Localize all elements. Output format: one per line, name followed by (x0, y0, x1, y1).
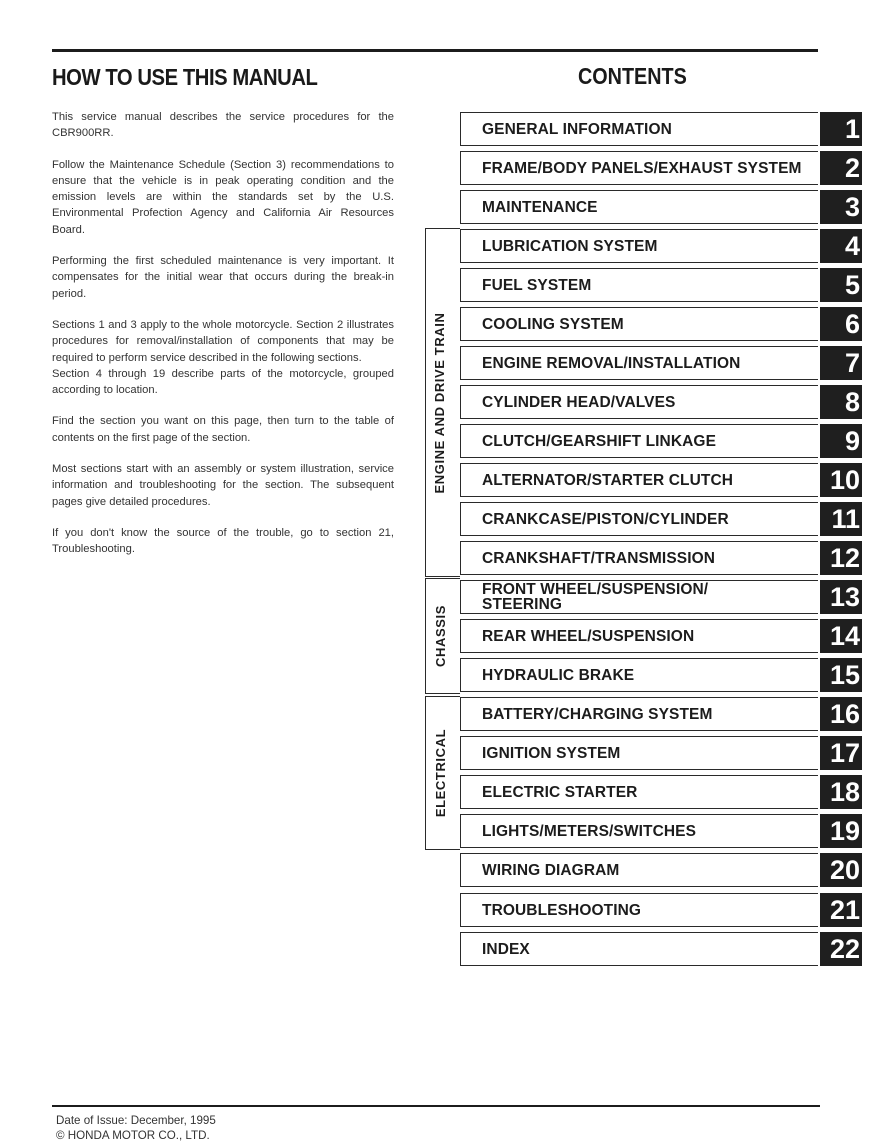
toc-entry-box (460, 658, 818, 692)
toc-entry-label: LIGHTS/METERS/SWITCHES (482, 822, 697, 840)
intro-paragraph: If you don't know the source of the trouble, go to section 21, Troubleshooting. (52, 526, 394, 556)
toc-entry-box (460, 268, 818, 302)
toc-entry-box (460, 775, 818, 809)
toc-entry-box (460, 736, 818, 770)
toc-entry[interactable] (460, 307, 862, 343)
toc-entry-box (460, 502, 818, 536)
electrical-group-label: ELECTRICAL (433, 728, 448, 818)
toc-entry[interactable] (460, 502, 862, 538)
intro-paragraph: Sections 1 and 3 apply to the whole motorcycle. Section 2 illustrates procedures for removal/installation of components that may be required to perform service described in the following sections. (52, 318, 394, 364)
toc-entry-box (460, 893, 818, 927)
toc-entry[interactable] (460, 736, 862, 772)
toc-entry-label: FRONT WHEEL/SUSPENSION/ STEERING (482, 581, 709, 613)
toc-entry-box (460, 541, 818, 575)
toc-entry-label: WIRING DIAGRAM (482, 861, 620, 879)
toc-entry[interactable] (460, 190, 862, 226)
toc-entry[interactable] (460, 385, 862, 421)
toc-entry-box (460, 580, 818, 614)
intro-paragraph: Performing the first scheduled maintenance is very important. It compensates for the initial wear that occurs during the break-in period. (52, 255, 394, 300)
toc-entry[interactable] (460, 346, 862, 382)
section-number-tab: 14 (820, 619, 862, 653)
toc-entry-box (460, 307, 818, 341)
intro-paragraph: Most sections start with an assembly or system illustration, service information and troubleshooting for the section. The subsequent pages give detailed procedures. (52, 463, 394, 508)
section-number-tab: 5 (820, 268, 862, 302)
section-number-tab: 10 (820, 463, 862, 497)
toc-entry-label: FRAME/BODY PANELS/EXHAUST SYSTEM (482, 159, 802, 177)
toc-entry-label: LUBRICATION SYSTEM (482, 237, 658, 255)
toc-entry[interactable] (460, 814, 862, 850)
toc-entry[interactable] (460, 463, 862, 499)
intro-paragraph: Follow the Maintenance Schedule (Section 3) recommendations to ensure that the vehicle is in peak operating condition and the emission levels are within the standards set by the U.S. Environmental Profection Agency and California Air Resources Board. (52, 158, 394, 236)
toc-entry-label: FUEL SYSTEM (482, 276, 592, 294)
section-number-tab: 12 (820, 541, 862, 575)
toc-entry-label: CYLINDER HEAD/VALVES (482, 393, 676, 411)
section-number-tab: 13 (820, 580, 862, 614)
toc-entry[interactable] (460, 424, 862, 460)
toc-entry-label: MAINTENANCE (482, 198, 598, 216)
toc-entry[interactable] (460, 932, 862, 968)
intro-paragraph: This service manual describes the service procedures for the CBR900RR. (52, 111, 394, 140)
toc-entry-label: BATTERY/CHARGING SYSTEM (482, 705, 713, 723)
section-number-tab: 18 (820, 775, 862, 809)
toc-entry-label: TROUBLESHOOTING (482, 901, 642, 919)
section-number-tab: 11 (820, 502, 862, 536)
toc-entry-box (460, 112, 818, 146)
intro-paragraph: Find the section you want on this page, then turn to the table of contents on the first page of the section. (52, 415, 394, 444)
toc-entry[interactable] (460, 112, 862, 148)
section-number-tab: 22 (820, 932, 862, 966)
toc-entry[interactable] (460, 697, 862, 733)
toc-entry-box (460, 229, 818, 263)
page-title: HOW TO USE THIS MANUAL (52, 64, 318, 90)
section-number-tab: 20 (820, 853, 862, 887)
toc-entry-label: HYDRAULIC BRAKE (482, 666, 635, 684)
toc-entry-label: ALTERNATOR/STARTER CLUTCH (482, 471, 734, 489)
toc-entry-box (460, 151, 818, 185)
section-number-tab: 8 (820, 385, 862, 419)
section-number-tab: 6 (820, 307, 862, 341)
toc-entry[interactable] (460, 775, 862, 811)
section-number-tab: 21 (820, 893, 862, 927)
intro-text (52, 109, 394, 573)
toc-entry-label: ELECTRIC STARTER (482, 783, 638, 801)
toc-entry-box (460, 814, 818, 848)
toc-entry[interactable] (460, 151, 862, 187)
toc-entry-box (460, 932, 818, 966)
toc-entry[interactable] (460, 658, 862, 694)
section-number-tab: 7 (820, 346, 862, 380)
section-number-tab: 2 (820, 151, 862, 185)
toc-entry[interactable] (460, 541, 862, 577)
toc-entry[interactable] (460, 619, 862, 655)
toc-entry-box (460, 424, 818, 458)
toc-entry-box (460, 853, 818, 887)
toc-entry-label: ENGINE REMOVAL/INSTALLATION (482, 354, 741, 372)
section-number-tab: 1 (820, 112, 862, 146)
top-rule (52, 49, 818, 52)
toc-entry-box (460, 385, 818, 419)
section-number-tab: 17 (820, 736, 862, 770)
section-number-tab: 3 (820, 190, 862, 224)
copyright-notice: © HONDA MOTOR CO., LTD. (56, 1129, 210, 1142)
chassis-group-label: CHASSIS (433, 605, 448, 667)
toc-entry-box (460, 697, 818, 731)
section-number-tab: 9 (820, 424, 862, 458)
intro-paragraph: Section 4 through 19 describe parts of the motorcycle, grouped according to location. (52, 367, 394, 397)
toc-entry-label: CLUTCH/GEARSHIFT LINKAGE (482, 432, 717, 450)
toc-entry-box (460, 619, 818, 653)
section-number-tab: 19 (820, 814, 862, 848)
engine-group-label: ENGINE AND DRIVE TRAIN (432, 312, 447, 494)
toc-entry[interactable] (460, 229, 862, 265)
toc-entry[interactable] (460, 580, 862, 616)
contents-heading: CONTENTS (578, 63, 687, 89)
section-number-tab: 4 (820, 229, 862, 263)
toc-entry-box (460, 463, 818, 497)
bottom-rule (52, 1105, 820, 1107)
section-number-tab: 15 (820, 658, 862, 692)
toc-entry-label: REAR WHEEL/SUSPENSION (482, 627, 695, 645)
issue-date: Date of Issue: December, 1995 (56, 1114, 216, 1127)
toc-entry-label: GENERAL INFORMATION (482, 120, 672, 138)
section-number-tab: 16 (820, 697, 862, 731)
toc-entry[interactable] (460, 853, 862, 889)
toc-entry[interactable] (460, 893, 862, 929)
toc-entry-box (460, 346, 818, 380)
toc-entry-label: CRANKSHAFT/TRANSMISSION (482, 549, 716, 567)
toc-entry-label: INDEX (482, 940, 530, 958)
toc-entry-box (460, 190, 818, 224)
toc-entry-label: COOLING SYSTEM (482, 315, 624, 333)
toc-entry-label: CRANKCASE/PISTON/CYLINDER (482, 510, 729, 528)
toc-entry[interactable] (460, 268, 862, 304)
toc-entry-label: IGNITION SYSTEM (482, 744, 621, 762)
